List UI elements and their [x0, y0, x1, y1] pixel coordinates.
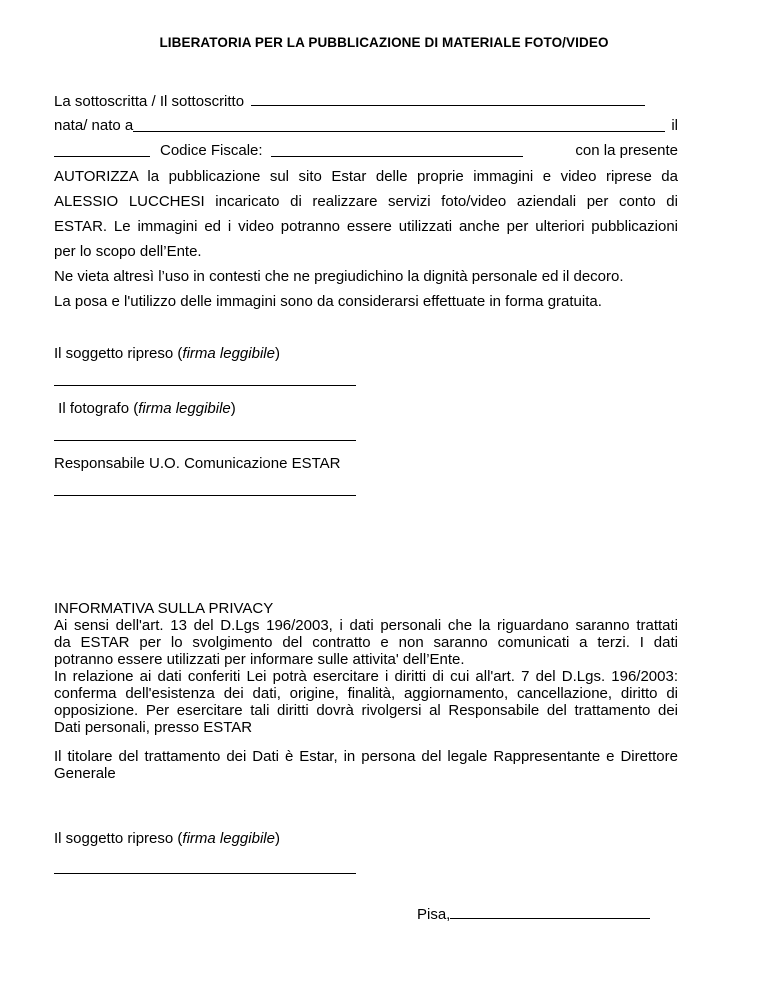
closing-subject-signature-line[interactable]: [54, 873, 356, 874]
prohibition-text: Ne vieta altresì l’uso in contesti che ne pregiudichino la dignità personale ed il decoro.: [54, 268, 624, 285]
data-holder-line-1: Il titolare del trattamento dei Dati è Estar, in persona del legale Rappresentante e Direttore: [54, 748, 678, 765]
photographer-signature-line[interactable]: [54, 440, 356, 441]
authorization-line-2: ALESSIO LUCCHESI incaricato di realizzare servizi foto/video aziendali per conto di: [54, 193, 678, 210]
place-label: Pisa,: [417, 906, 451, 923]
birth-place-label: nata/ nato a: [54, 117, 134, 134]
subject-signature-line[interactable]: [54, 385, 356, 386]
manager-signature-line[interactable]: [54, 495, 356, 496]
subject-signature-label: [54, 345, 678, 363]
birth-date-label: il: [671, 117, 678, 134]
privacy-line-2: da ESTAR per lo svolgimento del contratto e non saranno comunicati a terzi. I dati: [54, 634, 678, 651]
photographer-signature-label: [54, 400, 678, 418]
signer-name-field[interactable]: [251, 92, 645, 106]
privacy-line-3: potranno essere utilizzati per informare sulle attivita' dell’Ente.: [54, 651, 465, 668]
privacy-line-4: In relazione ai dati conferiti Lei potrà esercitare i diritti di cui all'art. 7 del D.Lgs. 196/2003:: [54, 668, 678, 685]
privacy-heading: INFORMATIVA SULLA PRIVACY: [54, 600, 274, 617]
place-date-line: [417, 905, 650, 924]
document-title: LIBERATORIA PER LA PUBBLICAZIONE DI MATERIALE FOTO/VIDEO: [159, 35, 609, 50]
authorization-line-3: ESTAR. Le immagini ed i video potranno essere utilizzati anche per ulteriori pubblicazioni: [54, 218, 678, 235]
authorization-line-1: AUTORIZZA la pubblicazione sul sito Estar delle proprie immagini e video riprese da: [54, 168, 678, 185]
authorization-line-4: per lo scopo dell’Ente.: [54, 243, 202, 260]
place-date-field[interactable]: [450, 905, 650, 919]
fiscal-code-field[interactable]: [271, 143, 523, 157]
birth-place-field[interactable]: [133, 118, 665, 132]
birth-line: [54, 117, 678, 135]
privacy-line-6: opposizione. Per esercitare tali diritti dovrà rivolgersi al Responsabile del trattamento dei: [54, 702, 678, 719]
signer-label: La sottoscritta / Il sottoscritto: [54, 93, 245, 110]
closing-subject-signature-label: [54, 830, 678, 848]
closing-subject-prefix: Il soggetto ripreso (: [54, 830, 183, 847]
manager-signature-label: Responsabile U.O. Comunicazione ESTAR: [54, 455, 341, 472]
subject-signature-italic: firma leggibile: [182, 345, 275, 362]
closing-subject-italic: firma leggibile: [182, 830, 275, 847]
birth-date-field[interactable]: [54, 143, 150, 157]
free-use-text: La posa e l'utilizzo delle immagini sono da considerarsi effettuate in forma gratuita.: [54, 293, 602, 310]
subject-signature-prefix: Il soggetto ripreso (: [54, 345, 183, 362]
data-holder-section: [54, 748, 678, 782]
fiscal-code-line: [54, 142, 678, 160]
privacy-line-7: Dati personali, presso ESTAR: [54, 719, 253, 736]
photographer-signature-suffix: ): [230, 400, 236, 417]
privacy-section: [54, 600, 678, 736]
subject-signature-suffix: ): [274, 345, 280, 362]
privacy-line-1: Ai sensi dell'art. 13 del D.Lgs 196/2003, i dati personali che la riguardano saranno trattati: [54, 617, 678, 634]
privacy-line-5: conferma dell'esistenza dei dati, origine, finalità, aggiornamento, cancellazione, diritto di: [54, 685, 678, 702]
data-holder-line-2: Generale: [54, 765, 116, 782]
photographer-signature-italic: firma leggibile: [138, 400, 231, 417]
presente-label: con la presente: [575, 142, 678, 159]
photographer-signature-prefix: Il fotografo (: [54, 400, 139, 417]
fiscal-code-label: Codice Fiscale:: [160, 142, 263, 159]
signer-line: [54, 92, 678, 111]
closing-subject-suffix: ): [274, 830, 280, 847]
